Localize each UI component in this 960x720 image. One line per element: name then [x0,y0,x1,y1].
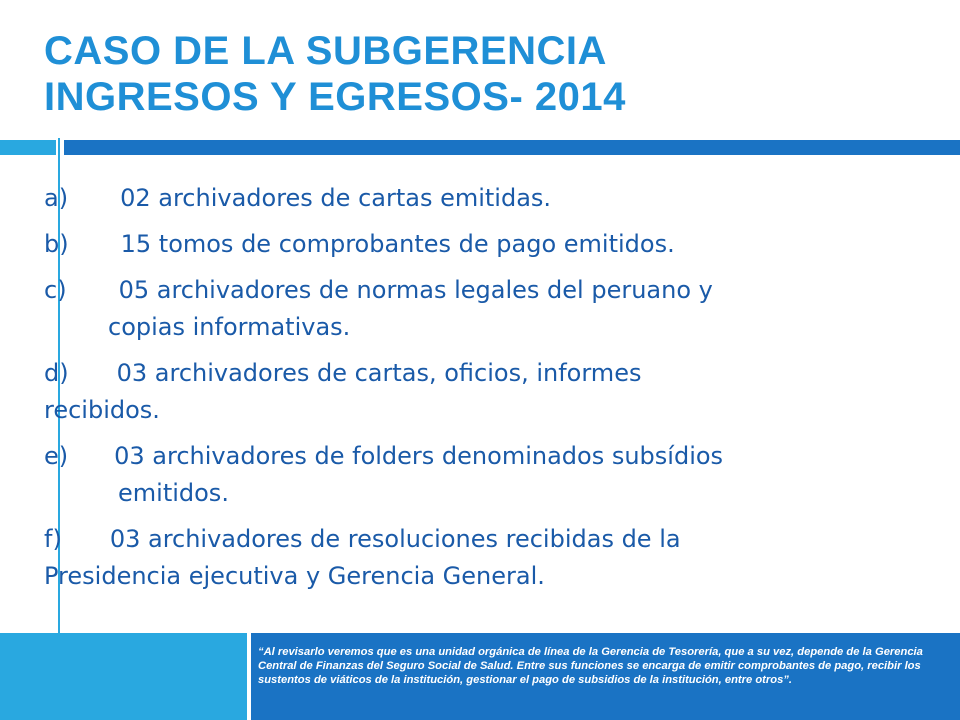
item-text: 03 archivadores de cartas, oficios, informes [116,359,642,387]
list-item [44,226,864,263]
list-item [44,180,864,217]
slide-title [44,28,924,120]
item-text-continued: emitidos. [118,479,229,507]
title-line-2: INGRESOS Y EGRESOS- 2014 [44,75,626,119]
item-list [44,180,864,604]
item-text-continued: Presidencia ejecutiva y Gerencia General. [44,562,545,590]
title-line-1: CASO DE LA SUBGERENCIA [44,29,607,73]
item-marker: e) [44,442,69,470]
item-text: 03 archivadores de resoluciones recibidas de la [109,525,681,553]
item-marker: b) [44,230,69,258]
footer-quote-text: “Al revisarlo veremos que es una unidad orgánica de línea de la Gerencia de Tesorería, que a su vez, depende de la Gerencia Central de Finanzas del Seguro Social de Salud. Entre sus funciones se encarga de emitir comprobantes de pago, recibir los sustentos de viáticos de la institución, gestionar el pago de subsidios de la institución, entre otros”. [258,646,923,686]
item-marker: c) [44,276,67,304]
item-marker: a) [44,184,69,212]
item-marker: f) [44,525,62,553]
item-text-continued: copias informativas. [108,313,351,341]
item-text-continued: recibidos. [44,396,160,424]
list-item [44,355,864,429]
list-item [44,438,864,512]
title-accent-bar-right [64,140,960,155]
item-marker: d) [44,359,69,387]
footer-accent-block [0,633,247,720]
list-item [44,521,864,595]
item-text: 03 archivadores de folders denominados subsídios [114,442,724,470]
list-item [44,272,864,346]
item-text: 15 tomos de comprobantes de pago emitidos. [120,230,675,258]
item-text: 02 archivadores de cartas emitidas. [120,184,552,212]
title-accent-bar-left [0,140,56,155]
item-text: 05 archivadores de normas legales del peruano y [118,276,713,304]
